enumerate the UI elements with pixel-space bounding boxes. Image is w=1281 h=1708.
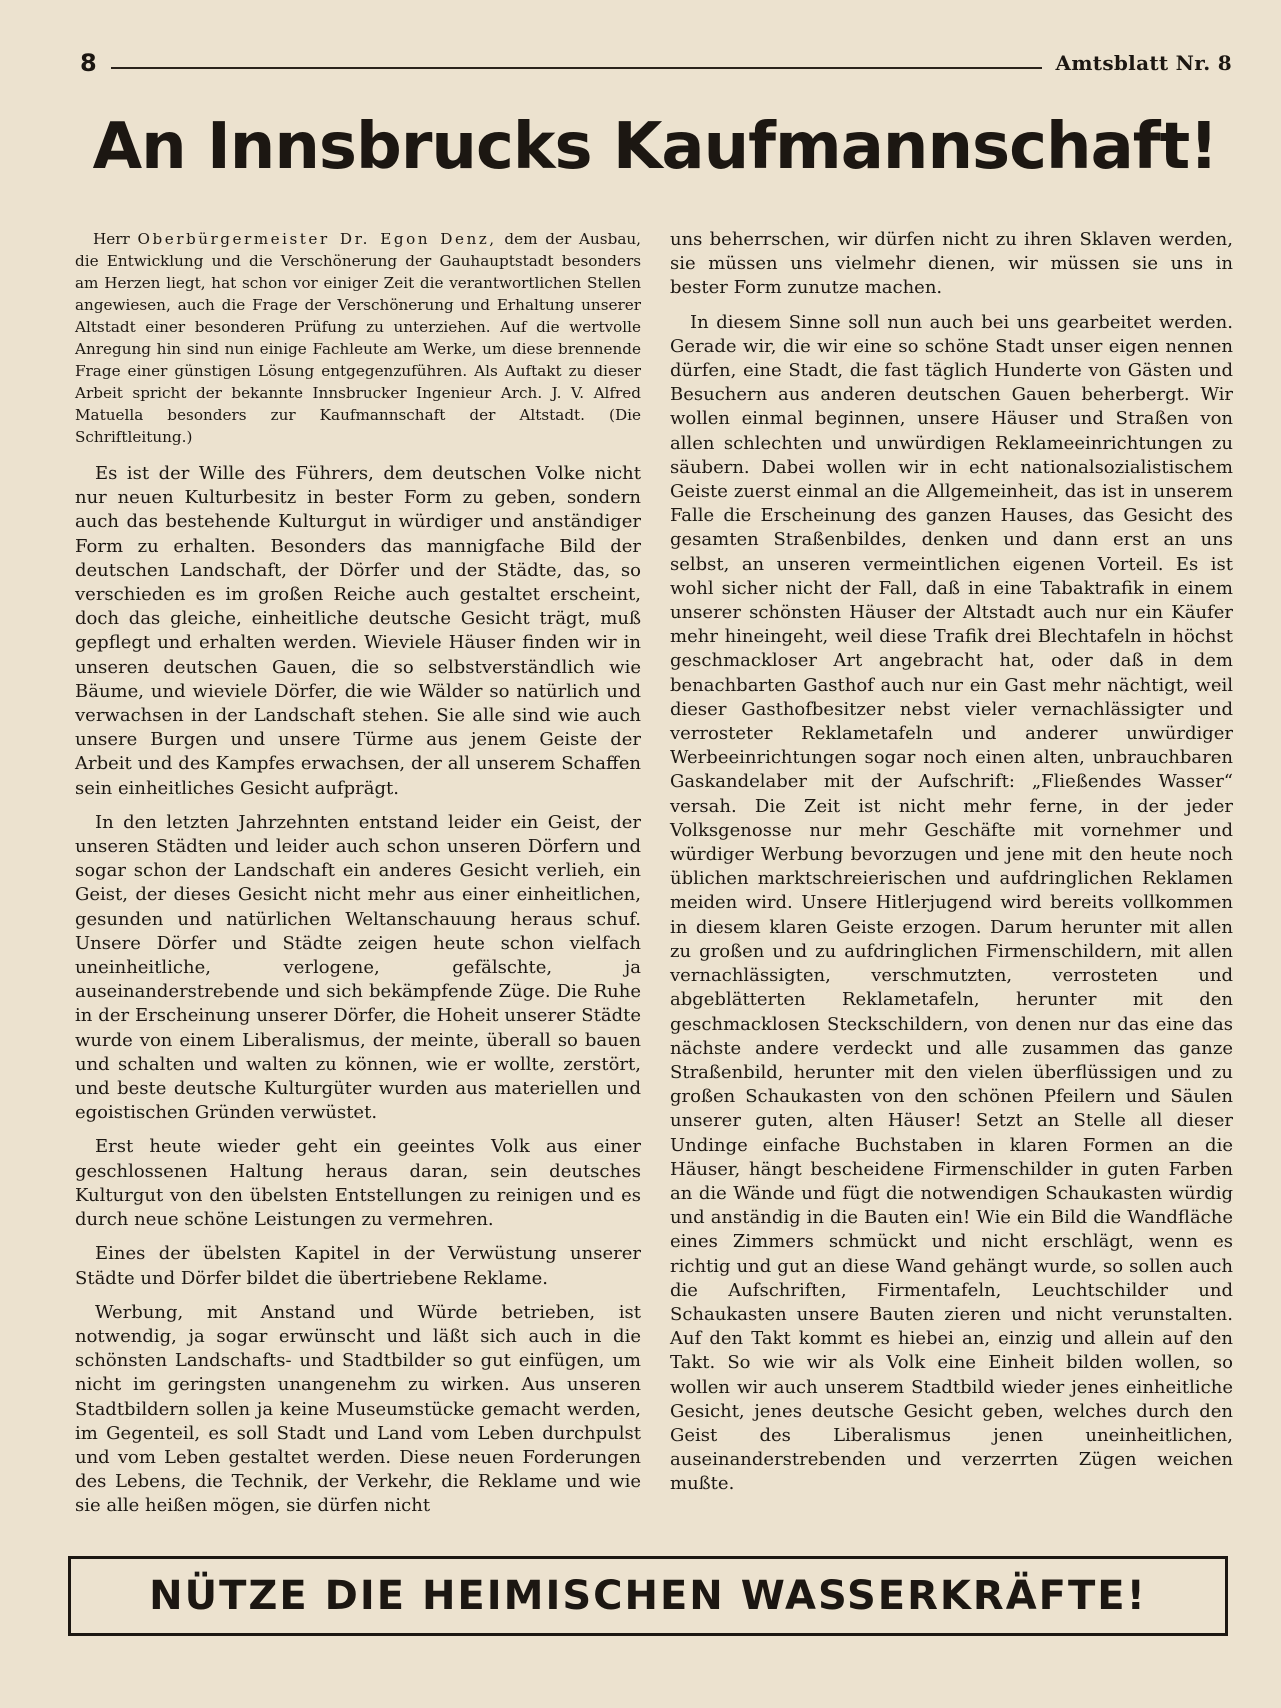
left-column <box>75 228 641 1529</box>
right-column <box>670 228 1233 1507</box>
intro-name: Oberbürgermeister Dr. Egon Denz, <box>137 230 497 248</box>
paragraph: In den letzten Jahrzehnten entstand leider ein Geist, der unseren Städten und leider auch schon unseren Dörfern und sogar schon der Landschaft ein anderes Gesicht verlieh, ein Geist, der dieses Gesicht nicht mehr aus einer einheitlichen, gesunden und natürlichen Weltanschauung heraus schuf. Unsere Dörfer und Städte zeigen heute schon vielfach uneinheitliche, verlogene, gefälschte, ja auseinanderstrebende und sich bekämpfende Züge. Die Ruhe in der Erscheinung unserer Dörfer, die Hoheit unserer Städte wurde von einem Liberalismus, der meinte, überall so bauen und schalten und walten zu können, wie er wollte, zerstört, und beste deutsche Kulturgüter wurden aus materiellen und egoistischen Gründen verwüstet. <box>75 811 641 1124</box>
slogan-banner: NÜTZE DIE HEIMISCHEN WASSERKRÄFTE! <box>68 1556 1228 1636</box>
paragraph: uns beherrschen, wir dürfen nicht zu ihren Sklaven werden, sie müssen uns vielmehr dienen, wir müssen sie uns in bester Form zunutze machen. <box>670 229 1233 299</box>
page-number: 8 <box>80 49 97 77</box>
intro-prefix: Herr <box>93 230 138 248</box>
editorial-intro <box>75 228 641 448</box>
page-header <box>80 48 1232 78</box>
paragraph: Werbung, mit Anstand und Würde betrieben, ist notwendig, ja sogar erwünscht und läßt sich auch in die schönsten Landschafts- und Stadtbilder so gut einfügen, um nicht im geringsten unangenehm zu wirken. Aus unseren Stadtbildern sollen ja keine Museumstücke gemacht werden, im Gegenteil, es soll Stadt und Land vom Leben durchpulst und vom Leben gestaltet werden. Diese neuen Forderungen des Lebens, die Technik, der Verkehr, die Reklame und wie sie alle heißen mögen, sie dürfen nicht <box>75 1301 641 1517</box>
publication-title: Amtsblatt Nr. 8 <box>1055 51 1232 75</box>
paragraph: Erst heute wieder geht ein geeintes Volk aus einer geschlossenen Haltung heraus daran, sein deutsches Kulturgut von den übelsten Entstellungen zu reinigen und es durch neue schöne Leistungen zu vermehren. <box>75 1136 641 1231</box>
paragraph: Es ist der Wille des Führers, dem deutschen Volke nicht nur neuen Kulturbesitz in bester Form zu geben, sondern auch das bestehende Kulturgut in würdiger und anständiger Form zu erhalten. Besonders das mannigfache Bild der deutschen Landschaft, der Dörfer und der Städte, das, so verschieden es im großen Reiche auch gestaltet erscheint, doch das gleiche, einheitliche deutsche Gesicht trägt, muß gepflegt und erhalten werden. Wieviele Häuser finden wir in unseren deutschen Gauen, die so selbstverständlich wie Bäume, und wieviele Dörfer, die wie Wälder so natürlich und verwachsen in der Landschaft stehen. Sie alle sind wie auch unsere Burgen und unsere Türme aus jenem Geiste der Arbeit und des Kampfes erwachsen, der all unserem Schaffen sein einheitliches Gesicht aufprägt. <box>75 463 641 799</box>
paragraph: Eines der übelsten Kapitel in der Verwüstung unserer Städte und Dörfer bildet die übertriebene Reklame. <box>75 1243 641 1289</box>
header-rule <box>111 67 1042 69</box>
article-headline: An Innsbrucks Kaufmannschaft! <box>92 110 1218 184</box>
intro-text: dem der Ausbau, die Entwicklung und die Verschönerung der Gauhauptstadt besonders am Herzen liegt, hat schon vor einiger Zeit die verantwortlichen Stellen angewiesen, auch die Frage der Verschönerung und Erhaltung unserer Altstadt einer besonderen Prüfung zu unterziehen. Auf die wertvolle Anregung hin sind nun einige Fachleute am Werke, um diese brennende Frage einer günstigen Lösung entgegenzuführen. Als Auftakt zu dieser Arbeit spricht der bekannte Innsbrucker Ingenieur Arch. J. V. Alfred Matuella besonders zur Kaufmannschaft der Altstadt. (Die Schriftleitung.) <box>75 230 641 446</box>
paragraph: In diesem Sinne soll nun auch bei uns gearbeitet werden. Gerade wir, die wir eine so schöne Stadt unser eigen nennen dürfen, eine Stadt, die fast täglich Hunderte von Gästen und Besuchern aus anderen deutschen Gauen beherbergt. Wir wollen einmal beginnen, unsere Häuser und Straßen von allen schlechten und unwürdigen Reklameeinrichtungen zu säubern. Dabei wollen wir in echt nationalsozialistischem Geiste zuerst einmal an die Allgemeinheit, das ist in unserem Falle die Erscheinung des ganzen Hauses, das Gesicht des gesamten Straßenbildes, denken und dann erst an uns selbst, an unseren vermeintlichen eigenen Vorteil. Es ist wohl sicher nicht der Fall, daß in eine Tabaktrafik in einem unserer schönsten Häuser der Altstadt auch nur ein Käufer mehr hineingeht, weil diese Trafik drei Blechtafeln in höchst geschmackloser Art angebracht hat, oder daß in dem benachbarten Gasthof auch nur ein Gast mehr nächtigt, weil dieser Gasthofbesitzer nebst vieler vernachlässigter und verrosteter Reklametafeln und anderer unwürdiger Werbeeinrichtungen sogar noch einen alten, unbrauchbaren Gaskandelaber mit der Aufschrift: „Fließendes Wasser“ versah. Die Zeit ist nicht mehr ferne, in der jeder Volksgenosse nur mehr Geschäfte mit vornehmer und würdiger Werbung bevorzugen und jene mit den heute noch üblichen marktschreierischen und aufdringlichen Reklamen meiden wird. Unsere Hitlerjugend wird bereits vollkommen in diesem klaren Geiste erzogen. Darum herunter mit allen zu großen und zu aufdringlichen Firmenschildern, mit allen vernachlässigten, verschmutzten, verrosteten und abgeblätterten Reklametafeln, herunter mit den geschmacklosen Steckschildern, von denen nur das eine das nächste andere verdeckt und alle zusammen das ganze Straßenbild, herunter mit den vielen überflüssigen und zu großen Schaukasten von den schönen Pfeilern und Säulen unserer guten, alten Häuser! Setzt an Stelle all dieser Undinge einfache Buchstaben in klaren Formen an die Häuser, hängt bescheidene Firmenschilder in guten Farben an die Wände und fügt die notwendigen Schaukasten würdig und anständig in die Bauten ein! Wie ein Bild die Wandfläche eines Zimmers schmückt und nicht erschlägt, wenn es richtig und gut an diese Wand gehängt wurde, so sollen auch die Aufschriften, Firmentafeln, Leuchtschilder und Schaukasten unsere Bauten zieren und nicht verunstalten. Auf den Takt kommt es hiebei an, einzig und allein auf den Takt. So wie wir als Volk eine Einheit bilden wollen, so wollen wir auch unserem Stadtbild wieder jenes einheitliche Gesicht, jenes deutsche Gesicht geben, welches durch den Geist des Liberalismus jenen uneinheitlichen, auseinanderstrebenden und verzerrten Zügen weichen mußte. <box>670 311 1233 1495</box>
